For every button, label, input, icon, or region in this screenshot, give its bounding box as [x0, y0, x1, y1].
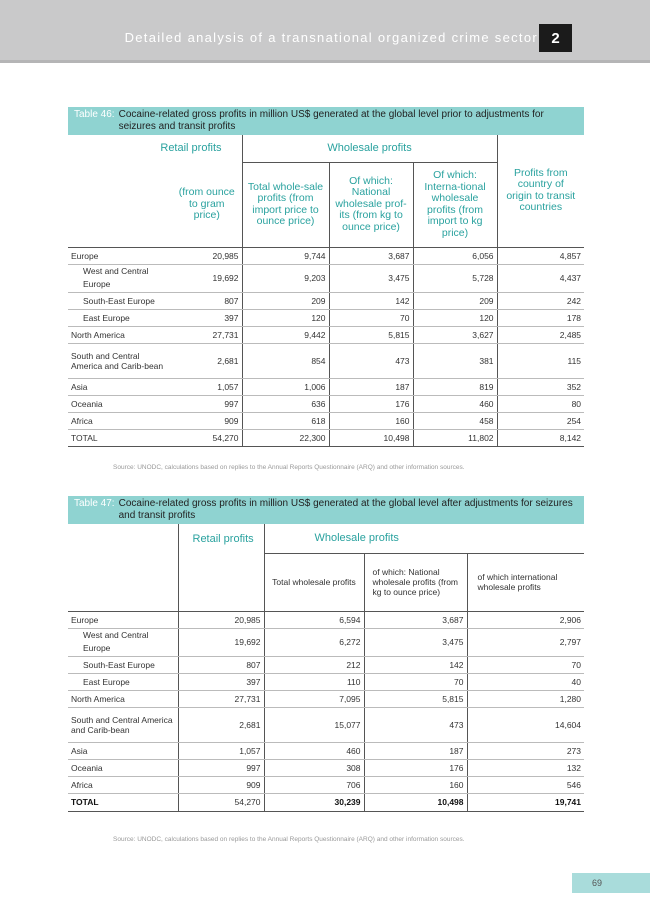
header-divider	[0, 60, 650, 63]
table-row	[68, 611, 584, 628]
cell-international: 209	[413, 292, 497, 309]
table-row	[68, 776, 584, 793]
table-row	[68, 690, 584, 707]
cell-international: 19,741	[467, 793, 584, 811]
cell-retail: 1,057	[172, 378, 242, 395]
cell-total: 6,594	[264, 611, 364, 628]
table-row	[68, 309, 584, 326]
cell-national: 187	[329, 378, 413, 395]
cell-total: 9,203	[242, 264, 329, 292]
row-label: Asia	[68, 378, 172, 395]
row-label: Europe	[68, 247, 172, 264]
cell-total: 6,272	[264, 628, 364, 656]
header-retail-sub: (from ounce to gram price)	[172, 162, 242, 247]
table-46-source: Source: UNODC, calculations based on replies to the Annual Reports Questionnaire (ARQ) and other information sources.	[113, 464, 465, 471]
cell-national: 3,687	[329, 247, 413, 264]
table-47-source: Source: UNODC, calculations based on replies to the Annual Reports Questionnaire (ARQ) and other information sources.	[113, 836, 465, 843]
cell-transit: 242	[497, 292, 584, 309]
cell-national: 10,498	[364, 793, 467, 811]
cell-retail: 27,731	[172, 326, 242, 343]
table-row	[68, 707, 584, 742]
cell-transit: 4,437	[497, 264, 584, 292]
cell-national: 70	[329, 309, 413, 326]
row-label: North America	[68, 690, 178, 707]
table-46-number: Table 46:	[74, 109, 115, 120]
cell-total: 706	[264, 776, 364, 793]
cell-international: 3,627	[413, 326, 497, 343]
header-total-wholesale: Total whole-sale profits (from import price to ounce price)	[242, 162, 329, 247]
header-wholesale-profits: Wholesale profits	[242, 135, 497, 162]
row-label: Oceania	[68, 395, 172, 412]
cell-total: 7,095	[264, 690, 364, 707]
cell-national: 160	[329, 412, 413, 429]
cell-national: 187	[364, 742, 467, 759]
cell-total: 120	[242, 309, 329, 326]
cell-transit: 80	[497, 395, 584, 412]
cell-total: 308	[264, 759, 364, 776]
chapter-number: 2	[539, 24, 572, 52]
row-label: TOTAL	[68, 793, 178, 811]
cell-transit: 2,485	[497, 326, 584, 343]
cell-total: 30,239	[264, 793, 364, 811]
table-46-caption-text: Cocaine-related gross profits in million US$ generated at the global level prior to adjustments for seizures and transit profits	[118, 109, 544, 132]
cell-international: 70	[467, 656, 584, 673]
row-label: South and Central America and Carib-bean	[68, 707, 178, 742]
table-row	[68, 656, 584, 673]
cell-transit: 8,142	[497, 429, 584, 446]
cell-retail: 27,731	[178, 690, 264, 707]
table-46-caption	[68, 107, 584, 135]
cell-international: 132	[467, 759, 584, 776]
cell-national: 473	[329, 343, 413, 378]
cell-total: 1,006	[242, 378, 329, 395]
cell-retail: 997	[178, 759, 264, 776]
table-row	[68, 247, 584, 264]
header-transit-profits: Profits from country of origin to transit countries	[497, 135, 584, 247]
row-label: South and Central America and Carib-bean	[68, 343, 172, 378]
table-row	[68, 395, 584, 412]
cell-international: 460	[413, 395, 497, 412]
cell-transit: 178	[497, 309, 584, 326]
cell-international: 819	[413, 378, 497, 395]
cell-retail: 909	[172, 412, 242, 429]
cell-international: 2,797	[467, 628, 584, 656]
row-label: East Europe	[68, 673, 178, 690]
row-label: East Europe	[68, 309, 172, 326]
table-47-grid	[68, 524, 584, 812]
cell-retail: 2,681	[178, 707, 264, 742]
cell-national: 5,815	[329, 326, 413, 343]
header-region-blank	[68, 524, 178, 553]
cell-national: 176	[329, 395, 413, 412]
cell-national: 3,475	[364, 628, 467, 656]
cell-national: 142	[364, 656, 467, 673]
header-region-blank-2	[68, 553, 178, 611]
table-46	[68, 107, 584, 447]
row-label: Africa	[68, 412, 172, 429]
cell-total: 212	[264, 656, 364, 673]
table-row	[68, 378, 584, 395]
table-row-total	[68, 429, 584, 446]
cell-transit: 115	[497, 343, 584, 378]
cell-total: 618	[242, 412, 329, 429]
cell-national: 142	[329, 292, 413, 309]
table-47-number: Table 47:	[74, 498, 115, 509]
header-wholesale-profits: Wholesale profits	[264, 524, 584, 553]
cell-transit: 254	[497, 412, 584, 429]
table-row-total	[68, 793, 584, 811]
header-retail-profits: Retail profits	[160, 142, 222, 154]
cell-international: 14,604	[467, 707, 584, 742]
cell-national: 176	[364, 759, 467, 776]
row-label: TOTAL	[68, 429, 172, 446]
header-international-wholesale: of which international wholesale profits	[467, 553, 584, 611]
cell-total: 209	[242, 292, 329, 309]
table-47-caption	[68, 496, 584, 524]
cell-international: 120	[413, 309, 497, 326]
cell-international: 2,906	[467, 611, 584, 628]
page-header	[0, 0, 650, 60]
cell-total: 636	[242, 395, 329, 412]
cell-retail: 19,692	[178, 628, 264, 656]
table-row	[68, 412, 584, 429]
header-total-wholesale: Total wholesale profits	[264, 553, 364, 611]
row-label: Europe	[68, 611, 178, 628]
cell-total: 9,442	[242, 326, 329, 343]
table-row	[68, 628, 584, 656]
cell-national: 10,498	[329, 429, 413, 446]
row-label: North America	[68, 326, 172, 343]
table-row	[68, 292, 584, 309]
cell-retail: 19,692	[172, 264, 242, 292]
table-row	[68, 264, 584, 292]
header-region-blank	[68, 162, 172, 247]
cell-total: 9,744	[242, 247, 329, 264]
cell-retail: 54,270	[178, 793, 264, 811]
cell-international: 1,280	[467, 690, 584, 707]
row-label: Oceania	[68, 759, 178, 776]
row-label: South-East Europe	[68, 656, 178, 673]
cell-international: 40	[467, 673, 584, 690]
header-international-wholesale: Of which: Interna-tional wholesale profits (from import to kg price)	[413, 162, 497, 247]
cell-total: 854	[242, 343, 329, 378]
page-number: 69	[572, 873, 650, 893]
cell-total: 460	[264, 742, 364, 759]
header-national-wholesale: of which: National wholesale profits (from kg to ounce price)	[364, 553, 467, 611]
cell-retail: 20,985	[172, 247, 242, 264]
table-row	[68, 673, 584, 690]
cell-international: 458	[413, 412, 497, 429]
cell-total: 110	[264, 673, 364, 690]
header-title: Detailed analysis of a transnational organized crime sector	[124, 30, 538, 45]
cell-international: 381	[413, 343, 497, 378]
header-retail-profits: Retail profits	[178, 524, 264, 553]
row-label: Asia	[68, 742, 178, 759]
cell-retail: 807	[178, 656, 264, 673]
header-national-wholesale: Of which: National wholesale prof-its (from kg to ounce price)	[329, 162, 413, 247]
cell-retail: 397	[178, 673, 264, 690]
cell-national: 3,475	[329, 264, 413, 292]
cell-retail: 2,681	[172, 343, 242, 378]
cell-retail: 397	[172, 309, 242, 326]
row-label: West and Central Europe	[68, 628, 178, 656]
cell-national: 5,815	[364, 690, 467, 707]
cell-international: 546	[467, 776, 584, 793]
cell-total: 15,077	[264, 707, 364, 742]
cell-retail: 997	[172, 395, 242, 412]
row-label: Africa	[68, 776, 178, 793]
table-46-grid	[68, 135, 584, 447]
cell-national: 3,687	[364, 611, 467, 628]
cell-retail: 1,057	[178, 742, 264, 759]
cell-total: 22,300	[242, 429, 329, 446]
cell-retail: 909	[178, 776, 264, 793]
cell-transit: 352	[497, 378, 584, 395]
cell-retail: 807	[172, 292, 242, 309]
table-47	[68, 496, 584, 812]
row-label: South-East Europe	[68, 292, 172, 309]
cell-national: 160	[364, 776, 467, 793]
cell-national: 70	[364, 673, 467, 690]
cell-retail: 20,985	[178, 611, 264, 628]
cell-international: 6,056	[413, 247, 497, 264]
cell-transit: 4,857	[497, 247, 584, 264]
cell-international: 11,802	[413, 429, 497, 446]
table-row	[68, 759, 584, 776]
cell-retail: 54,270	[172, 429, 242, 446]
header-retail-blank	[178, 553, 264, 611]
table-47-caption-text: Cocaine-related gross profits in million US$ generated at the global level after adjustments for seizures and transit profits	[118, 498, 573, 521]
cell-national: 473	[364, 707, 467, 742]
table-row	[68, 326, 584, 343]
table-row	[68, 742, 584, 759]
cell-international: 5,728	[413, 264, 497, 292]
cell-international: 273	[467, 742, 584, 759]
table-row	[68, 343, 584, 378]
row-label: West and Central Europe	[68, 264, 172, 292]
